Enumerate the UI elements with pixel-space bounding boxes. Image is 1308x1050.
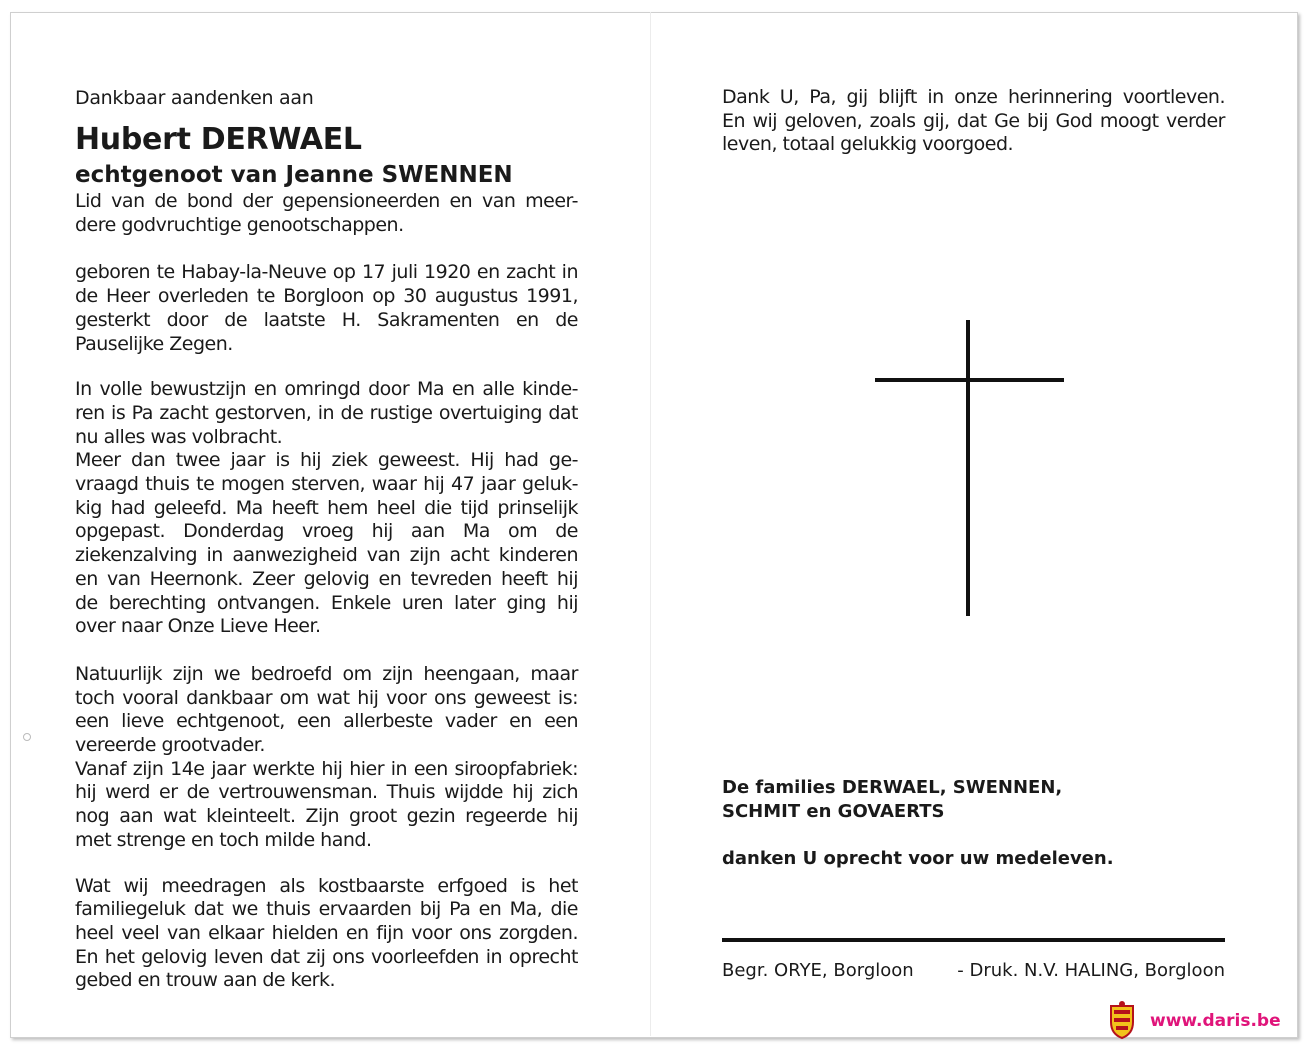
text-line: Pauselijke Zegen. xyxy=(75,332,233,355)
paragraph-life xyxy=(75,663,578,853)
text-line: de berechting ontvangen. Enkele uren later ging hij xyxy=(75,591,578,614)
spouse-line: echtgenoot van Jeanne SWENNEN xyxy=(75,162,513,188)
text-line: Meer dan twee jaar is hij ziek geweest. Hij had ge- xyxy=(75,449,578,472)
credits-line xyxy=(722,959,1225,983)
text-line: een lieve echtgenoot, een allerbeste vader en een xyxy=(75,710,578,733)
text-line: hij werd er de vertrouwensman. Thuis wijdde hij zich xyxy=(75,781,578,804)
paragraph-legacy xyxy=(75,875,578,994)
right-page-quote xyxy=(722,86,1225,157)
text-line: vraagd thuis te mogen sterven, waar hij 47 jaar geluk- xyxy=(75,473,578,496)
text-line: Natuurlijk zijn we bedroefd om zijn heengaan, maar xyxy=(75,662,578,685)
text-line: gebed en trouw aan de kerk. xyxy=(75,969,335,992)
text-line: familiegeluk dat we thuis ervaarden bij Pa en Ma, die xyxy=(75,898,578,921)
text-line: nu alles was volbracht. xyxy=(75,425,283,448)
quote-line: En wij geloven, zoals gij, dat Ge bij God moogt verder xyxy=(722,109,1225,132)
text-line: kig had geleefd. Ma heeft hem heel die tijd prinselijk xyxy=(75,496,578,519)
left-page xyxy=(75,84,578,993)
birth-death-text xyxy=(75,261,578,356)
thanks-line: danken U oprecht voor uw medeleven. xyxy=(722,848,1114,869)
cross-icon-beam xyxy=(875,378,1064,382)
text-line: Lid van de bond der gepensioneerden en van meer- xyxy=(75,190,578,212)
text-line: met strenge en toch milde hand. xyxy=(75,828,372,851)
cross-icon xyxy=(966,320,970,616)
stain-mark xyxy=(22,732,32,742)
deceased-name: Hubert DERWAEL xyxy=(75,122,362,157)
text-line: Vanaf zijn 14e jaar werkte hij hier in een siroopfabriek: xyxy=(75,757,578,780)
crest-logo-icon xyxy=(1105,1000,1139,1040)
text-line: over naar Onze Lieve Heer. xyxy=(75,615,321,638)
intro-line: Dankbaar aandenken aan xyxy=(75,87,314,109)
quote-line: Dank U, Pa, gij blijft in onze herinnering voortleven. xyxy=(722,86,1225,108)
text-line: nog aan wat kleinteelt. Zijn groot gezin regeerde hij xyxy=(75,805,578,828)
families-line: De families DERWAEL, SWENNEN, xyxy=(722,777,1063,798)
text-line: de Heer overleden te Borgloon op 30 augustus 1991, xyxy=(75,285,578,308)
text-line: opgepast. Donderdag vroeg hij aan Ma om de xyxy=(75,520,578,543)
undertaker-credit: Begr. ORYE, Borgloon xyxy=(722,960,914,981)
text-line: En het gelovig leven dat zij ons voorleefden in oprecht xyxy=(75,945,578,968)
text-line: geboren te Habay-la-Neuve op 17 juli 1920 en zacht in xyxy=(75,261,578,284)
card-fold xyxy=(650,12,651,1036)
text-line: Wat wij meedragen als kostbaarste erfgoed is het xyxy=(75,874,578,897)
text-line: ren is Pa zacht gestorven, in de rustige overtuiging dat xyxy=(75,401,578,424)
text-line: vereerde grootvader. xyxy=(75,734,265,757)
membership-text xyxy=(75,190,578,237)
families-line: SCHMIT en GOVAERTS xyxy=(722,801,945,822)
text-line: gesterkt door de laatste H. Sakramenten en de xyxy=(75,308,578,331)
text-line: In volle bewustzijn en omringd door Ma en alle kinde- xyxy=(75,378,578,401)
text-line: toch vooral dankbaar om wat hij voor ons geweest is: xyxy=(75,686,578,709)
text-line: heel veel van elkaar hielden en fijn voor ons zorgden. xyxy=(75,921,578,944)
printer-credit: - Druk. N.V. HALING, Borgloon xyxy=(957,960,1225,981)
paragraph-final-days xyxy=(75,378,578,639)
divider xyxy=(722,938,1225,942)
quote-line: leven, totaal gelukkig voorgoed. xyxy=(722,133,1014,156)
text-line: en van Heernonk. Zeer gelovig en tevreden heeft hij xyxy=(75,567,578,590)
website-watermark[interactable]: www.daris.be xyxy=(1150,1011,1281,1031)
families-block xyxy=(722,776,1062,824)
text-line: ziekenzalving in aanwezigheid van zijn acht kinderen xyxy=(75,544,578,567)
text-line: dere godvruchtige genootschappen. xyxy=(75,213,404,236)
